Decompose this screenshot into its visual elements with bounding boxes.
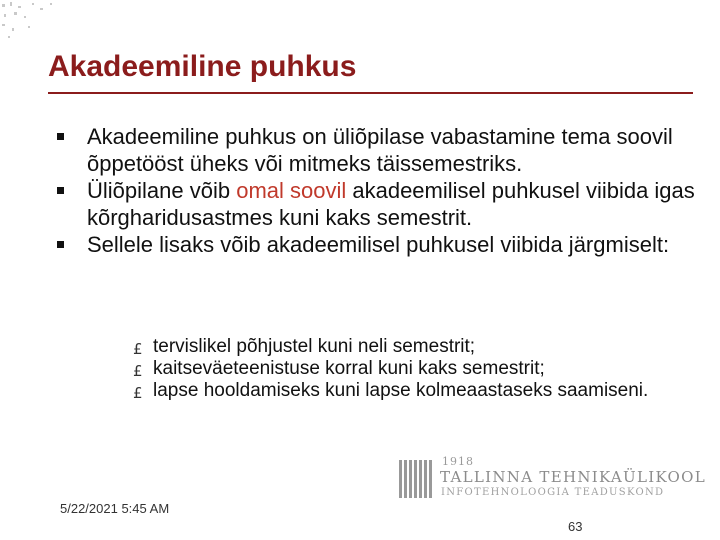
slide-title: Akadeemiline puhkus [48,50,357,83]
main-bullet-list [55,123,695,258]
footer-date: 5/22/2021 5:45 AM [60,501,170,516]
sub-bullet-text: lapse hooldamiseks kuni lapse kolmeaastaseks saamiseni. [153,380,649,401]
square-bullet-icon [57,187,64,194]
sub-bullet-icon: £ [133,340,143,358]
sub-bullet-text: tervislikel põhjustel kuni neli semestrit; [153,336,476,357]
sub-bullet-item-1 [133,336,653,358]
logo-year: 1918 [442,455,474,468]
bullet-item-2 [55,177,695,231]
sub-bullet-item-3 [133,380,653,402]
university-logo [395,455,707,500]
title-underline [48,92,693,94]
corner-pattern-decoration [0,0,110,50]
bullet-item-1 [55,123,695,177]
logo-name: TALLINNA TEHNIKAÜLIKOOL [440,468,707,486]
bullet-item-3 [55,231,695,258]
highlighted-text: omal soovil [236,178,347,203]
square-bullet-icon [57,133,64,140]
bullet-text-start: Üliõpilane võib [87,178,237,203]
bullet-text: Akadeemiline puhkus on üliõpilase vabastamine tema soovil õppetööst üheks või mitmeks täissemestriks. [87,124,673,176]
sub-bullet-list [133,336,653,402]
logo-department: INFOTEHNOLOOGIA TEADUSKOND [441,487,665,498]
sub-bullet-icon: £ [133,384,143,402]
bullet-text: Sellele lisaks võib akadeemilisel puhkusel viibida järgmiselt: [87,232,670,257]
square-bullet-icon [57,241,64,248]
sub-bullet-item-2 [133,358,653,380]
sub-bullet-icon: £ [133,362,143,380]
bullet-text-end: akadeemilisel puhkusel viibida igas kõrgharidusastmes kuni kaks semestrit. [87,178,695,230]
sub-bullet-text: kaitseväeteenistuse korral kuni kaks semestrit; [153,358,545,379]
slide-number: 63 [568,519,583,534]
